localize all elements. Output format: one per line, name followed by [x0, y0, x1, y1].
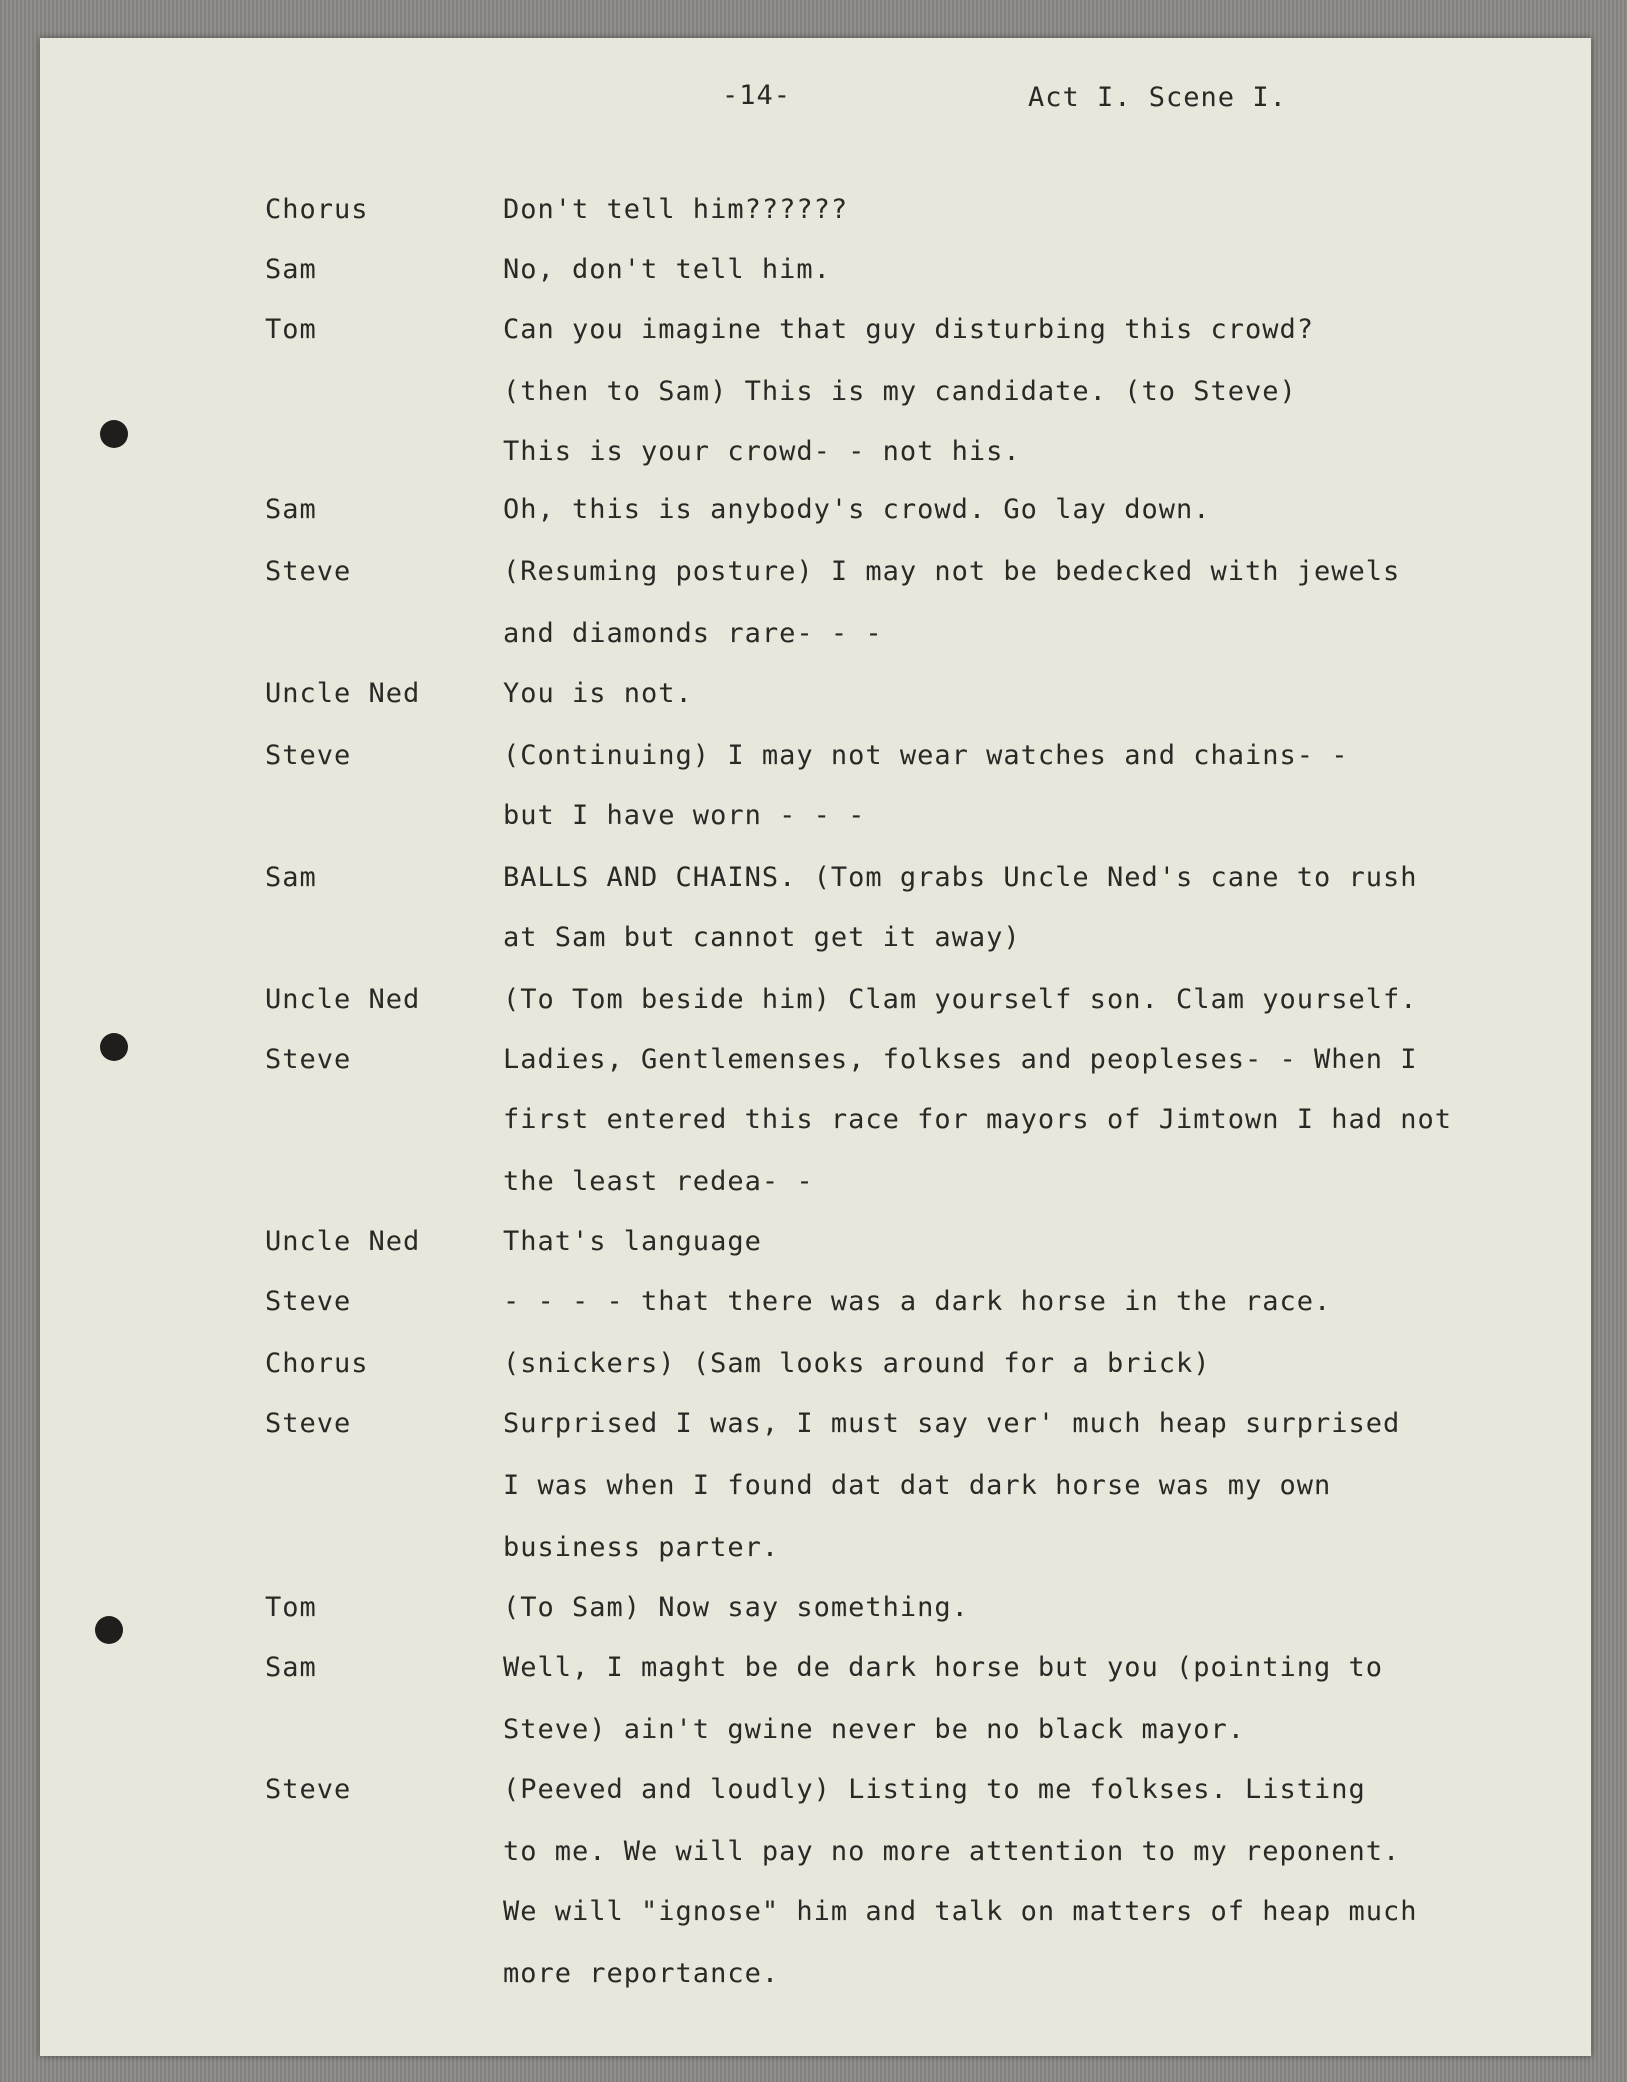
script-line: [40, 1774, 1591, 1824]
script-line: [40, 800, 1591, 850]
dialogue-text: and diamonds rare- - -: [503, 618, 883, 649]
dialogue-text: We will "ignose" him and talk on matters of heap much: [503, 1896, 1418, 1927]
script-line: [40, 1532, 1591, 1582]
speaker-name: Sam: [265, 494, 317, 525]
script-line: [40, 740, 1591, 790]
script-line: [40, 314, 1591, 364]
dialogue-text: but I have worn - - -: [503, 800, 866, 831]
dialogue-text: Don't tell him??????: [503, 194, 849, 225]
dialogue-text: (Resuming posture) I may not be bedecked with jewels: [503, 556, 1401, 587]
script-line: [40, 1470, 1591, 1520]
dialogue-text: (snickers) (Sam looks around for a brick): [503, 1348, 1211, 1379]
speaker-name: Tom: [265, 1592, 317, 1623]
dialogue-text: to me. We will pay no more attention to my reponent.: [503, 1836, 1401, 1867]
script-line: [40, 1226, 1591, 1276]
dialogue-text: first entered this race for mayors of Jimtown I had not: [503, 1104, 1453, 1135]
dialogue-text: Can you imagine that guy disturbing this crowd?: [503, 314, 1315, 345]
script-line: [40, 1652, 1591, 1702]
speaker-name: Uncle Ned: [265, 678, 421, 709]
speaker-name: Chorus: [265, 1348, 369, 1379]
script-line: [40, 254, 1591, 304]
speaker-name: Tom: [265, 314, 317, 345]
speaker-name: Steve: [265, 1044, 352, 1075]
speaker-name: Uncle Ned: [265, 984, 421, 1015]
script-line: [40, 1348, 1591, 1398]
dialogue-text: No, don't tell him.: [503, 254, 831, 285]
script-line: [40, 376, 1591, 426]
script-line: [40, 1592, 1591, 1642]
dialogue-text: Ladies, Gentlemenses, folkses and peopleses- - When I: [503, 1044, 1418, 1075]
dialogue-text: BALLS AND CHAINS. (Tom grabs Uncle Ned's cane to rush: [503, 862, 1418, 893]
script-line: [40, 984, 1591, 1034]
dialogue-text: That's language: [503, 1226, 762, 1257]
speaker-name: Sam: [265, 862, 317, 893]
typescript-page: [40, 38, 1591, 2056]
speaker-name: Chorus: [265, 194, 369, 225]
script-line: [40, 862, 1591, 912]
speaker-name: Sam: [265, 254, 317, 285]
dialogue-text: (To Tom beside him) Clam yourself son. Clam yourself.: [503, 984, 1418, 1015]
speaker-name: Sam: [265, 1652, 317, 1683]
dialogue-text: (Continuing) I may not wear watches and chains- -: [503, 740, 1349, 771]
dialogue-text: Oh, this is anybody's crowd. Go lay down.: [503, 494, 1211, 525]
script-line: [40, 1166, 1591, 1216]
dialogue-text: Well, I maght be de dark horse but you (pointing to: [503, 1652, 1384, 1683]
script-line: [40, 556, 1591, 606]
script-line: [40, 1836, 1591, 1886]
script-line: [40, 1714, 1591, 1764]
script-line: [40, 922, 1591, 972]
dialogue-text: - - - - that there was a dark horse in the race.: [503, 1286, 1332, 1317]
scene-heading: Act I. Scene I.: [1028, 82, 1287, 113]
dialogue-text: This is your crowd- - not his.: [503, 436, 1021, 467]
dialogue-text: more reportance.: [503, 1958, 780, 1989]
dialogue-text: the least redea- -: [503, 1166, 814, 1197]
dialogue-text: Surprised I was, I must say ver' much heap surprised: [503, 1408, 1401, 1439]
script-line: [40, 1958, 1591, 2008]
dialogue-text: You is not.: [503, 678, 693, 709]
script-line: [40, 436, 1591, 486]
speaker-name: Steve: [265, 1408, 352, 1439]
dialogue-text: I was when I found dat dat dark horse was my own: [503, 1470, 1332, 1501]
dialogue-text: (then to Sam) This is my candidate. (to Steve): [503, 376, 1297, 407]
speaker-name: Steve: [265, 1286, 352, 1317]
script-line: [40, 194, 1591, 244]
script-line: [40, 494, 1591, 544]
script-line: [40, 1896, 1591, 1946]
dialogue-text: Steve) ain't gwine never be no black mayor.: [503, 1714, 1245, 1745]
script-line: [40, 1408, 1591, 1458]
speaker-name: Uncle Ned: [265, 1226, 421, 1257]
dialogue-text: (Peeved and loudly) Listing to me folkses. Listing: [503, 1774, 1366, 1805]
dialogue-text: at Sam but cannot get it away): [503, 922, 1021, 953]
script-line: [40, 1104, 1591, 1154]
dialogue-text: business parter.: [503, 1532, 780, 1563]
speaker-name: Steve: [265, 556, 352, 587]
script-line: [40, 618, 1591, 668]
speaker-name: Steve: [265, 740, 352, 771]
script-line: [40, 1286, 1591, 1336]
page-number: -14-: [722, 80, 792, 111]
dialogue-text: (To Sam) Now say something.: [503, 1592, 969, 1623]
script-line: [40, 1044, 1591, 1094]
script-line: [40, 678, 1591, 728]
speaker-name: Steve: [265, 1774, 352, 1805]
